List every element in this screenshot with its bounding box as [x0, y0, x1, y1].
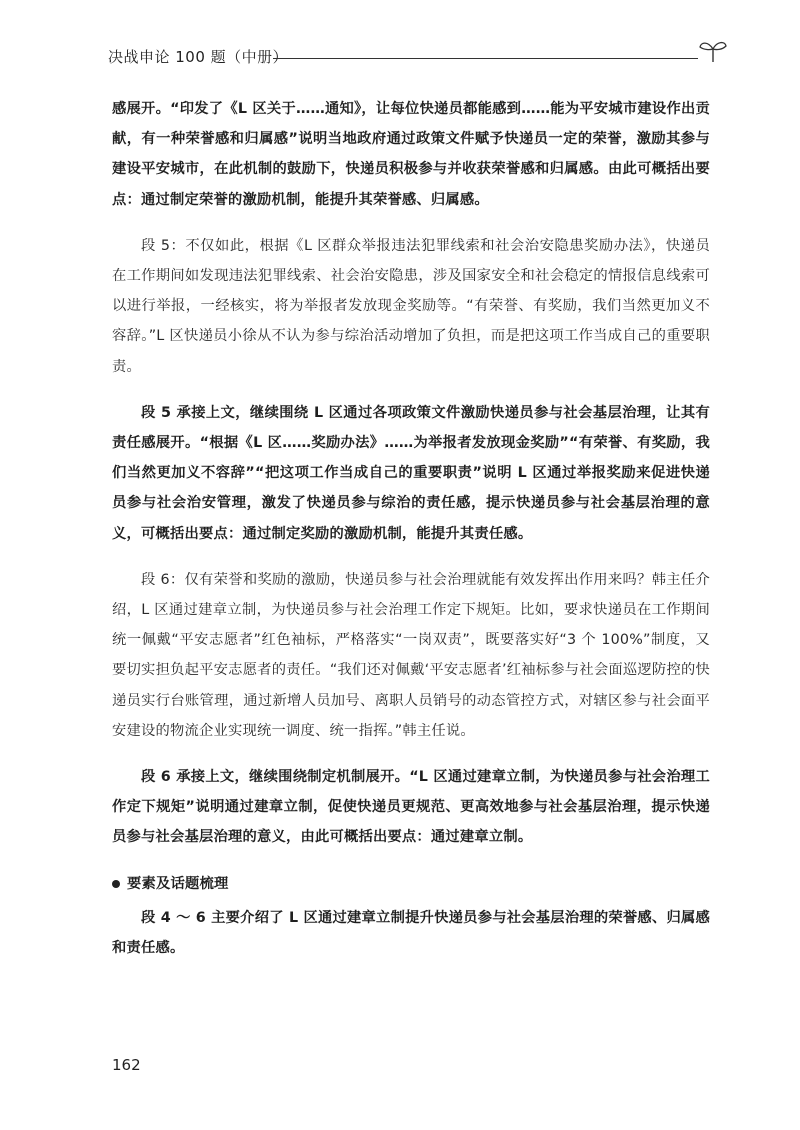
summary-paragraph: 段 4 ～ 6 主要介绍了 L 区通过建章立制提升快递员参与社会基层治理的荣誉感、归属感和责任感。 — [112, 909, 710, 957]
body-text — [112, 94, 710, 979]
source-paragraph-6: 段 6：仅有荣誉和奖励的激励，快递员参与社会治理就能有效发挥出作用来吗？韩主任介绍，L 区通过建章立制，为快递员参与社会治理工作定下规矩。比如，要求快递员在工作期间统一佩戴“平安志愿者”红色袖标，严格落实“一岗双责”，既要落实好“3 个 100%”制度，又要切实担负起平安志愿者的责任。“我们还对佩戴‘平安志愿者’红袖标参与社会面巡逻防控的快递员实行台账管理，通过新增人员加号、离职人员销号的动态管控方式，对辖区参与社会面平安建设的物流企业实现统一调度、统一指挥。”韩主任说。 — [112, 571, 710, 739]
analysis-paragraph-4-cont: 感展开。“印发了《L 区关于……通知》，让每位快递员都能感到……能为平安城市建设作出贡献，有一种荣誉感和归属感”说明当地政府通过政策文件赋予快递员一定的荣誉，激励其参与建设平安城市，在此机制的鼓励下，快递员积极参与并收获荣誉感和归属感。由此可概括出要点：通过制定荣誉的激励机制，能提升其荣誉感、归属感。 — [112, 101, 710, 208]
section-heading-label: 要素及话题梳理 — [127, 875, 229, 892]
analysis-paragraph-5: 段 5 承接上文，继续围绕 L 区通过各项政策文件激励快递员参与社会基层治理，让其有责任感展开。“根据《L 区……奖励办法》……为举报者发放现金奖励”“有荣誉、有奖励，我们当然更加义不容辞”“把这项工作当成自己的重要职责”说明 L 区通过举报奖励来促进快递员参与社会治安管理，激发了快递员参与综治的责任感，提示快递员参与社会基层治理的意义，可概括出要点：通过制定奖励的激励机制，能提升其责任感。 — [112, 404, 710, 542]
running-header — [108, 38, 728, 78]
page-number: 162 — [112, 1056, 141, 1074]
source-paragraph-5: 段 5：不仅如此，根据《L 区群众举报违法犯罪线索和社会治安隐患奖励办法》，快递员在工作期间如发现违法犯罪线索、社会治安隐患，涉及国家安全和社会稳定的情报信息线索可以进行举报，一经核实，将为举报者发放现金奖励等。“有荣誉、有奖励，我们当然更加义不容辞。”L 区快递员小徐从不认为参与综治活动增加了负担，而是把这项工作当成自己的重要职责。 — [112, 237, 710, 375]
bullet-icon — [112, 880, 120, 888]
book-title: 决战申论 100 题（中册） — [108, 48, 289, 66]
analysis-paragraph-6: 段 6 承接上文，继续围绕制定机制展开。“L 区通过建章立制，为快递员参与社会治理工作定下规矩”说明通过建章立制，促使快递员更规范、更高效地参与社会基层治理，提示快递员参与社会基层治理的意义，由此可概括出要点：通过建章立制。 — [112, 769, 710, 846]
section-heading — [112, 869, 710, 899]
sprout-icon — [698, 38, 728, 64]
header-rule — [273, 58, 698, 59]
